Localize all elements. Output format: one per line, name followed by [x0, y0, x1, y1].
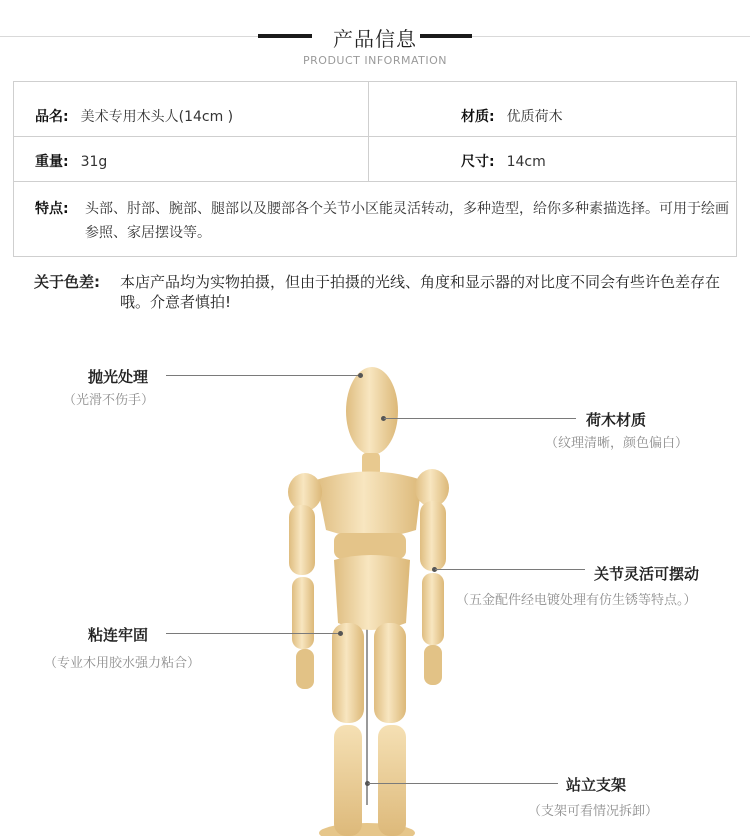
callout-polish-leader [166, 375, 362, 376]
mannequin-hand-left [424, 645, 442, 685]
mannequin-chest [316, 472, 422, 538]
mannequin-pelvis [334, 555, 410, 630]
color-note-label: 关于色差: [34, 273, 100, 291]
callout-glue-dot [338, 631, 343, 636]
spec-material [461, 106, 563, 126]
section-subtitle: PRODUCT INFORMATION [303, 54, 447, 67]
spec-material-label: 材质: [461, 109, 495, 125]
mannequin-forearm-left [422, 573, 444, 645]
callout-joint-sub: （五金配件经电镀处理有仿生锈等特点。） [456, 593, 697, 608]
spec-size [461, 151, 546, 171]
callout-polish-title: 抛光处理 [88, 368, 149, 386]
color-note-text: 本店产品均为实物拍摄，但由于拍摄的光线、角度和显示器的对比度不同会有些许色差存在哦。介意者慎拍! [120, 273, 721, 311]
callout-wood-title: 荷木材质 [586, 411, 647, 429]
spec-size-value: 14cm [506, 154, 546, 170]
color-note [34, 272, 734, 312]
mannequin-hand-right [296, 649, 314, 689]
header-bar-right [420, 34, 472, 38]
callout-stand-sub: （支架可看情况拆卸） [528, 804, 659, 819]
section-title: 产品信息 [333, 27, 417, 51]
mannequin-shin-right [334, 725, 362, 836]
spec-divider [14, 136, 736, 137]
callout-stand-leader [368, 783, 558, 784]
callout-wood-leader [384, 418, 576, 419]
spec-features-label: 特点: [35, 201, 69, 217]
stand-rod [366, 625, 368, 805]
spec-features-value: 头部、肘部、腕部、腿部以及腰部各个关节小区能灵活转动，多种造型，给你多种素描选择。可用于绘画参照、家居摆设等。 [85, 201, 729, 241]
spec-name-label: 品名: [35, 109, 69, 125]
spec-weight [35, 151, 107, 171]
callout-joint-leader [435, 569, 585, 570]
callout-polish-sub: （光滑不伤手） [63, 393, 155, 408]
mannequin-shin-left [378, 725, 406, 836]
spec-material-value: 优质荷木 [506, 109, 563, 125]
callout-polish-dot [358, 373, 363, 378]
callout-glue-title: 粘连牢固 [88, 626, 149, 644]
mannequin-upper-arm-left [420, 501, 446, 571]
spec-divider [368, 82, 369, 181]
mannequin-forearm-right [292, 577, 314, 649]
callout-joint-title: 关节灵活可摆动 [594, 565, 700, 583]
mannequin-head [346, 367, 398, 455]
mannequin-thigh-left [374, 623, 406, 723]
spec-weight-value: 31g [80, 154, 108, 170]
spec-features [35, 197, 735, 245]
spec-divider [14, 181, 736, 182]
callout-glue-sub: （专业木用胶水强力粘合） [44, 656, 201, 671]
wooden-mannequin-figure [270, 355, 470, 836]
spec-weight-label: 重量: [35, 154, 69, 170]
mannequin-thigh-right [332, 623, 364, 723]
spec-size-label: 尺寸: [461, 154, 495, 170]
mannequin-upper-arm-right [289, 505, 315, 575]
spec-name-value: 美术专用木头人(14cm ) [80, 109, 234, 125]
callout-glue-leader [166, 633, 340, 634]
spec-table [13, 81, 737, 257]
spec-name [35, 106, 233, 126]
callout-wood-sub: （纹理清晰，颜色偏白） [545, 436, 689, 451]
header-rule-right [472, 36, 750, 37]
callout-stand-title: 站立支架 [566, 776, 627, 794]
